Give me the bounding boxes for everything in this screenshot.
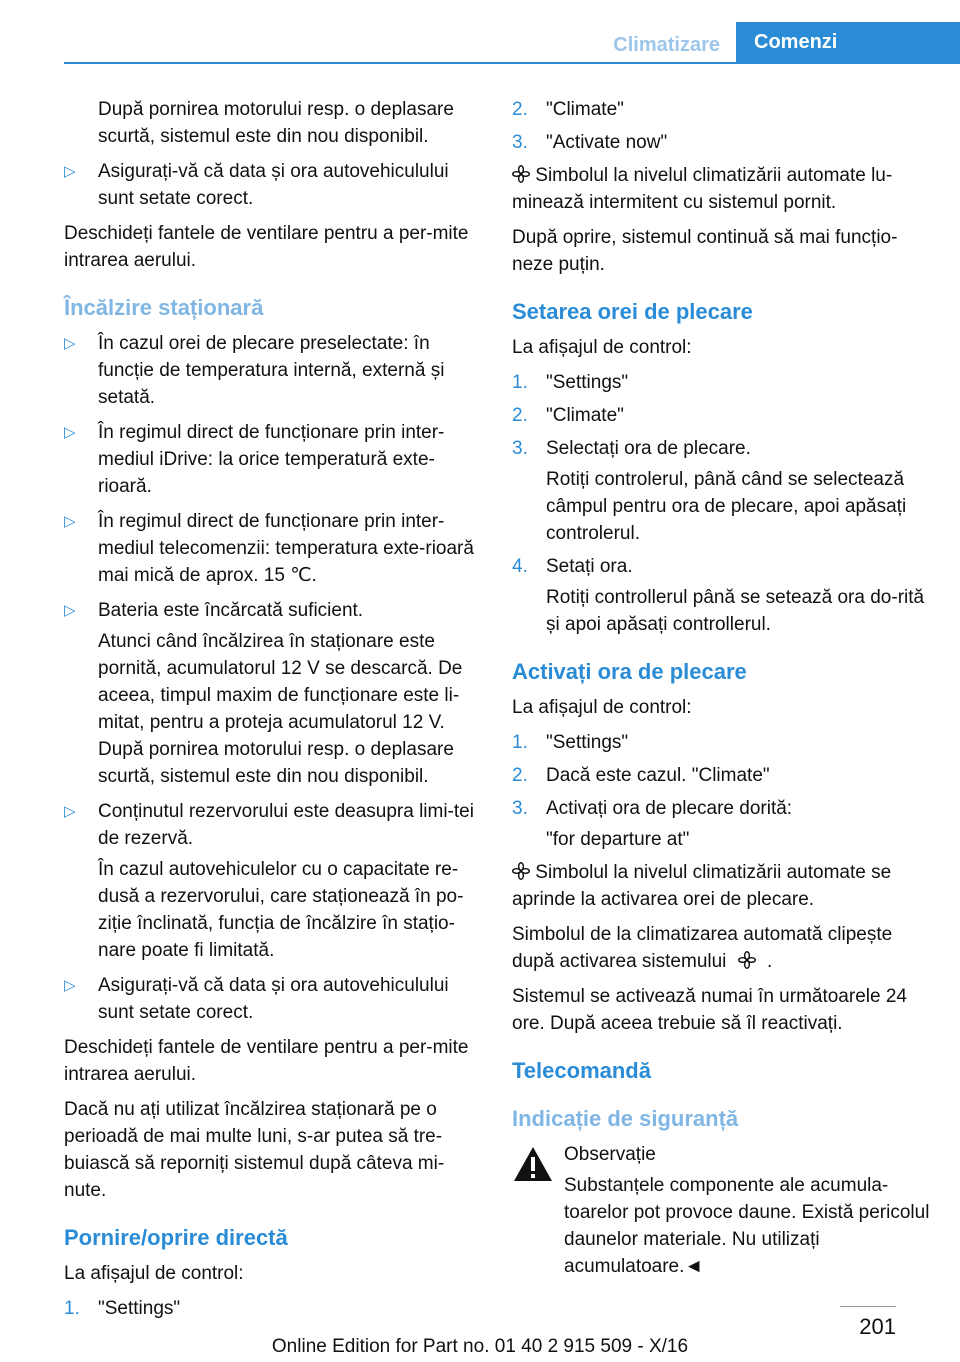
numbered-step: [512, 96, 930, 123]
step-text: "Settings": [546, 372, 629, 393]
heading-indicatie: Indicație de siguranță: [512, 1106, 739, 1131]
footer-rule: [840, 1306, 896, 1307]
continued-paragraph: După pornirea motorului resp. o deplasare scurtă, sistemul este din nou disponibil.: [98, 99, 454, 147]
blink-text-end: .: [766, 951, 773, 972]
fan-paragraph-text: Simbolul la nivelul climatizării automate se aprinde la activarea orei de plecare.: [512, 862, 892, 910]
fan-icon: [738, 951, 756, 969]
edition-note: Online Edition for Part no. 01 40 2 915 509 - X/16: [271, 1336, 689, 1357]
heading-telecomanda: Telecomandă: [512, 1058, 651, 1083]
heading-setarea: Setarea orei de plecare: [512, 299, 753, 324]
numbered-step: [512, 729, 930, 756]
page-number: 201: [859, 1314, 896, 1339]
fan-paragraph: [512, 162, 930, 216]
list-item: [64, 798, 482, 964]
step-number: 1.: [512, 372, 528, 393]
heading-pornire: Pornire/oprire directă: [64, 1225, 288, 1250]
numbered-step: [512, 402, 930, 429]
step-number: 1.: [512, 732, 528, 753]
section-tab: Climatizare: [613, 34, 720, 56]
list-item-text: Bateria este încărcată suficient.: [98, 600, 364, 621]
list-item-text: În cazul orei de plecare preselectate: în funcție de temperatura internă, externă și setată.: [98, 333, 445, 408]
fan-paragraph-text: Simbolul la nivelul climatizării automate lu-minează intermitent cu sistemul pornit.: [512, 165, 893, 213]
numbered-step: [512, 795, 930, 853]
numbered-step: [512, 553, 930, 638]
step-number: 4.: [512, 556, 528, 577]
step-text: "Climate": [546, 99, 624, 120]
fan-icon: [512, 862, 530, 880]
window-paragraph: Sistemul se activează numai în următoarele 24 ore. După aceea trebuie să îl reactivați.: [512, 986, 907, 1034]
blink-text: Simbolul de la climatizarea automată clipește după activarea sistemului: [512, 924, 893, 972]
triangle-bullet-icon: ▷: [64, 424, 76, 441]
list-item: [64, 597, 482, 790]
step-number: 3.: [512, 438, 528, 459]
list-item: [64, 158, 482, 212]
after-paragraph: După oprire, sistemul continuă să mai funcțio-neze puțin.: [512, 227, 898, 275]
list-item-detail: În cazul autovehiculelor cu o capacitate re-dusă a rezervorului, care staționează în po-ziție înclinată, funcția de încălzire în stațio-nare poate fi limitată.: [98, 859, 464, 961]
triangle-bullet-icon: ▷: [64, 803, 76, 820]
step-number: 2.: [512, 765, 528, 786]
list-item: [64, 508, 482, 589]
fan-icon: [512, 165, 530, 183]
list-item-text: Asigurați-vă că data și ora autovehiculului sunt setate corect.: [98, 975, 449, 1023]
triangle-bullet-icon: ▷: [64, 513, 76, 530]
list-item: [64, 330, 482, 411]
step-text: "Activate now": [546, 132, 668, 153]
step-text: Dacă este cazul. "Climate": [546, 765, 770, 786]
step-text: Setați ora.: [546, 556, 633, 577]
step-number: 1.: [64, 1298, 80, 1319]
numbered-step: [512, 762, 930, 789]
warning-triangle-icon: [512, 1145, 554, 1183]
control-display-label: La afișajul de control:: [512, 697, 692, 718]
list-item-text: Asigurați-vă că data și ora autovehiculului sunt setate corect.: [98, 161, 449, 209]
triangle-bullet-icon: ▷: [64, 335, 76, 352]
step-text: "Climate": [546, 405, 624, 426]
step-number: 2.: [512, 405, 528, 426]
numbered-step: [512, 369, 930, 396]
step-detail: "for departure at": [546, 829, 690, 850]
heading-incalzire: Încălzire staționară: [64, 295, 264, 320]
fan-paragraph-2: [512, 859, 930, 913]
step-number: 3.: [512, 132, 528, 153]
triangle-bullet-icon: ▷: [64, 977, 76, 994]
blink-paragraph: [512, 921, 930, 975]
step-detail: Rotiți controllerul până se setează ora do-rită și apoi apăsați controllerul.: [546, 587, 925, 635]
step-text: "Settings": [546, 732, 629, 753]
list-item-detail: Atunci când încălzirea în staționare este pornită, acumulatorul 12 V se descarcă. De aceea, timpul maxim de funcționare este li-mitat, pentru a proteja acumulatorul 12 V. După pornirea motorului resp. o deplasare scurtă, sistemul este din nou disponibil.: [98, 631, 463, 787]
step-number: 3.: [512, 798, 528, 819]
warning-block: [512, 1141, 930, 1280]
right-column: [512, 96, 930, 1280]
vent-paragraph-2: Deschideți fantele de ventilare pentru a per-mite intrarea aerului.: [64, 1037, 469, 1085]
list-item-text: În regimul direct de funcționare prin inter-mediul telecomenzii: temperatura exte-rioară mai mică de aprox. 15 ℃.: [98, 511, 474, 586]
control-display-label: La afișajul de control:: [64, 1263, 244, 1284]
numbered-step: [512, 435, 930, 547]
step-text: Activați ora de plecare dorită:: [546, 798, 793, 819]
numbered-step: [512, 129, 930, 156]
step-number: 2.: [512, 99, 528, 120]
page-header: [64, 22, 960, 64]
list-item: [64, 972, 482, 1026]
list-item-text: Conținutul rezervorului este deasupra limi-tei de rezervă.: [98, 801, 474, 849]
step-detail: Rotiți controlerul, până când se selectează câmpul pentru ora de plecare, apoi apăsați controlerul.: [546, 469, 907, 544]
list-item-text: În regimul direct de funcționare prin inter-mediul iDrive: la orice temperatură exte-rioară.: [98, 422, 445, 497]
triangle-bullet-icon: ▷: [64, 602, 76, 619]
vent-paragraph: Deschideți fantele de ventilare pentru a per-mite intrarea aerului.: [64, 223, 469, 271]
chapter-tab: Comenzi: [736, 22, 960, 62]
numbered-step: [64, 1295, 482, 1322]
warning-text: Substanțele componente ale acumula-toarelor pot provoce daune. Există pericolul daunelor materiale. Nu utilizați acumulatoare.◄: [564, 1175, 930, 1277]
unused-paragraph: Dacă nu ați utilizat încălzirea staționară pe o perioadă de mai multe luni, s-ar putea să tre-buiască să reporniți sistemul după câteva mi-nute.: [64, 1099, 445, 1201]
heading-activati: Activați ora de plecare: [512, 659, 747, 684]
warning-title: Observație: [564, 1144, 656, 1165]
list-item: [64, 419, 482, 500]
left-column: [64, 96, 482, 1328]
triangle-bullet-icon: ▷: [64, 163, 76, 180]
step-text: "Settings": [98, 1298, 181, 1319]
control-display-label: La afișajul de control:: [512, 337, 692, 358]
step-text: Selectați ora de plecare.: [546, 438, 751, 459]
